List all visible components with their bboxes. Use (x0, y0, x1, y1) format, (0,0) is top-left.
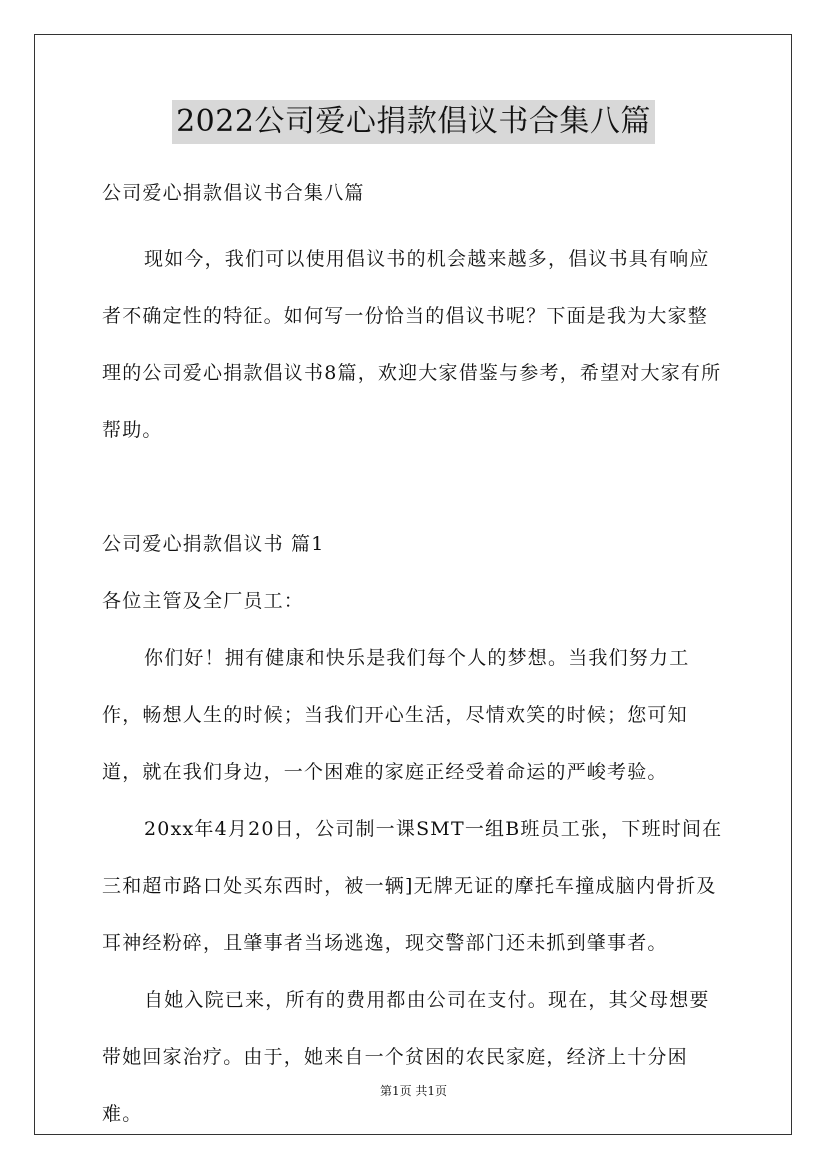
spacer (102, 459, 727, 525)
section-heading: 公司爱心捐款倡议书 篇1 (102, 533, 325, 555)
body-paragraph: 20xx年4月20日，公司制一课SMT一组B班员工张，下班时间在三和超市路口处买东西时，被一辆]无牌无证的摩托车撞成脑内骨折及耳神经粉碎，且肇事者当场逃逸，现交警部门还未抓到肇事者。 (102, 818, 723, 954)
document-body (102, 174, 727, 1143)
salutation: 各位主管及全厂员工： (102, 590, 305, 612)
body-paragraph: 你们好！拥有健康和快乐是我们每个人的梦想。当我们努力工作，畅想人生的时候；当我们开心生活，尽情欢笑的时候；您可知道，就在我们身边，一个困难的家庭正经受着命运的严峻考验。 (102, 647, 690, 783)
page-footer: 第1页 共1页 (379, 1084, 448, 1098)
document-subtitle: 公司爱心捐款倡议书合集八篇 (102, 182, 365, 204)
body-paragraph: 自她入院已来，所有的费用都由公司在支付。现在，其父母想要带她回家治疗。由于，她来自一个贫困的农民家庭，经济上十分困难。 (102, 989, 710, 1125)
title-container (0, 100, 827, 144)
document-title: 2022公司爱心捐款倡议书合集八篇 (172, 100, 655, 144)
spacer (102, 563, 727, 582)
intro-paragraph: 现如今，我们可以使用倡议书的机会越来越多，倡议书具有响应者不确定性的特征。如何写一份恰当的倡议书呢？下面是我为大家整理的公司爱心捐款倡议书8篇，欢迎大家借鉴与参考，希望对大家有所帮助。 (102, 248, 722, 441)
spacer (102, 620, 727, 630)
spacer (102, 212, 727, 231)
